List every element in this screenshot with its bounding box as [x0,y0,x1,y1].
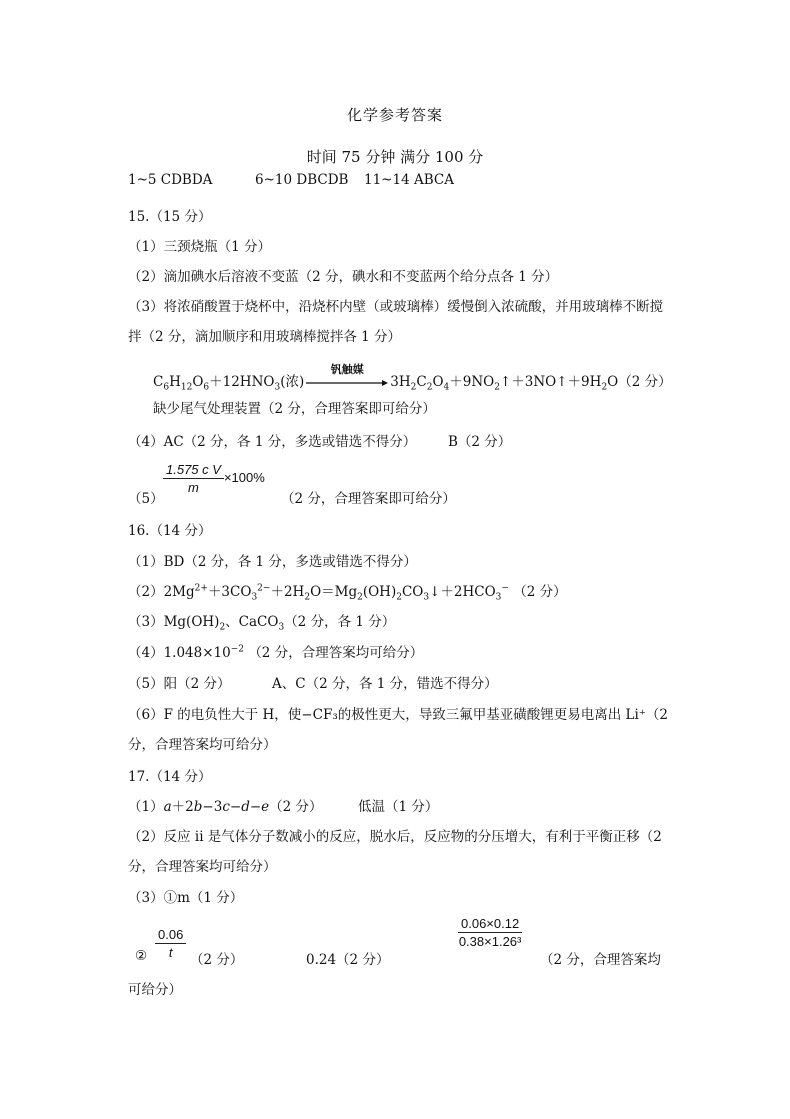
mc-answers-11-14: 11~14 ABCA [364,172,454,188]
mc-answers-1-5: 1~5 CDBDA [128,172,213,188]
fraction-numerator: 0.06×0.12 [458,916,522,933]
q15-part1: （1）三颈烧瓶（1 分） [128,239,271,255]
q17-part3-4-tail: 可给分） [128,982,182,998]
q15-equation [153,362,672,393]
q15-part5-fraction [163,462,224,495]
q17-part3-1: （3）①m（1 分） [128,890,244,906]
q16-header: 16.（14 分） [128,523,212,539]
equation-products: $3H_2C_2O_4+9NO_2↑+3NO↑+9H_2O$ [390,374,619,393]
arrow-icon [306,379,388,387]
q16-part6-line1: （6）F 的电负性大于 H，使−CF₃的极性更大，导致三氟甲基亚磺酸锂更易电离出 Li⁺（2 [128,707,669,723]
q17-part1: （1）a＋2b−3c−d−e（2 分） [128,799,323,815]
equation-reactants: $C_6H_{12}O_6+12HNO_3$(浓) [153,374,305,393]
q17-part3-4-formula [458,916,522,949]
q17-part3-2-formula [155,927,186,960]
q16-part1: （1）BD（2 分，各 1 分，多选或错选不得分） [128,554,417,570]
q16-part5a: （5）阳（2 分） [128,676,231,692]
q16-part4-score: （2 分，合理答案均可给分） [248,645,424,661]
q15-part3-line2: 拌（2 分，滴加顺序和用玻璃棒搅拌各 1 分） [128,329,402,345]
q16-part6-line2: 分，合理答案均可给分） [128,737,277,753]
q16-part4-value: （4）1.048×10 [128,645,231,661]
q15-part4a: （4）AC（2 分，各 1 分，多选或错选不得分） [128,434,417,450]
q17-part3-2-score: （2 分） [190,952,244,968]
q17-part3-2-fraction [155,927,186,960]
q15-part3-note: 缺少尾气处理装置（2 分，合理答案即可给分） [153,401,436,417]
q17-part3-3: 0.24（2 分） [306,952,390,968]
q16-part3: $(3)Mg(OH)_2$、CaCO$_3$（2 分，各 1 分） [128,614,396,633]
q16-part2: $(2)2Mg^{2+}+3CO_3^{2-}+2H_2O=Mg_2(OH)_2CO_3↓+2HCO_3^-$ （2 分） [128,583,567,603]
q17-part2-line2: 分，合理答案均可给分） [128,859,277,875]
q17-part1b: 低温（1 分） [358,799,439,815]
q17-part3-4-score: （2 分，合理答案均 [540,952,661,968]
q15-part5-score: （2 分，合理答案即可给分） [281,491,456,507]
q15-header: 15.（15 分） [128,209,212,225]
q15-part4b: B（2 分） [448,434,512,450]
mc-answers-6-10: 6~10 DBCDB [255,172,349,188]
q17-part3-2-label: ② [135,948,148,964]
q17-part3-4-fraction [458,916,522,949]
q16-part4-exponent: −2 [230,644,245,655]
q16-part4 [128,641,423,661]
q17-part1-score: （2 分） [269,799,323,815]
page-title: 化学参考答案 [346,106,443,124]
page-subtitle: 时间 75 分钟 满分 100 分 [306,148,484,166]
fraction-denominator: m [188,480,199,495]
percent-factor: ×100% [223,470,265,485]
fraction-denominator: 0.38×1.26³ [458,934,522,949]
q15-part3-line1: （3）将浓硝酸置于烧杯中，沿烧杯内壁（或玻璃棒）缓慢倒入浓硫酸，并用玻璃棒不断搅 [128,299,664,315]
q15-part2: （2）滴加碘水后溶液不变蓝（2 分，碘水和不变蓝两个给分点各 1 分） [128,269,559,285]
q15-part5-label: （5） [128,491,164,507]
q16-part3-score: （2 分，各 1 分） [284,614,396,630]
q17-part2-line1: （2）反应 ii 是气体分子数减小的反应，脱水后，反应物的分压增大，有利于平衡正移（2 [128,829,662,845]
q16-part2-score: （2 分） [513,584,567,600]
catalyst-label: 钒触媒 [330,362,364,376]
q17-header: 17.（14 分） [128,769,212,785]
q15-part5-formula [163,462,265,495]
fraction-numerator: 1.575 c V [163,462,224,479]
fraction-numerator: 0.06 [155,927,186,944]
fraction-denominator: t [168,945,173,960]
equation-score: （2 分） [618,374,672,390]
q16-part5b: A、C（2 分，各 1 分，错选不得分） [272,676,498,692]
reaction-arrow [306,362,388,390]
